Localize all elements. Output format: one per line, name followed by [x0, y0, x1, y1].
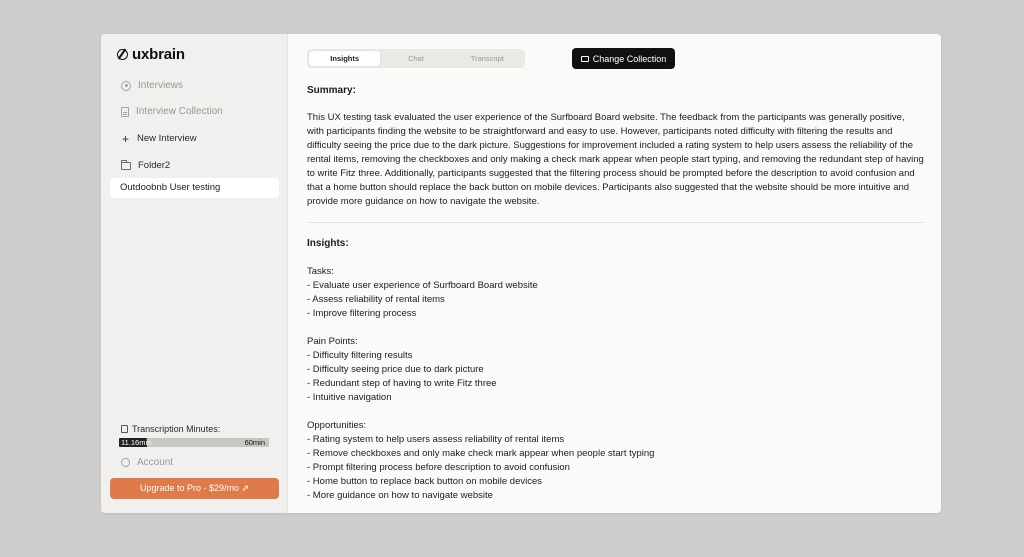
logo[interactable]	[117, 46, 185, 63]
minutes-total: 60min	[244, 438, 265, 447]
sidebar-item-label: Interview Collection	[136, 106, 223, 117]
tab-insights[interactable]: Insights	[309, 51, 380, 66]
list-item: - Remove checkboxes and only make check mark appear when people start typing	[307, 448, 655, 459]
list-item: - Intuitive navigation	[307, 392, 392, 403]
sidebar	[101, 34, 288, 513]
pain-points-heading: Pain Points:	[307, 336, 358, 347]
transcription-minutes-label	[121, 424, 220, 434]
change-collection-button[interactable]	[572, 48, 675, 69]
brand-name: uxbrain	[132, 46, 185, 63]
upgrade-button[interactable]: Upgrade to Pro - $29/mo ⇗	[110, 478, 279, 499]
tab-transcript[interactable]: Transcript	[470, 54, 504, 63]
list-item: - Evaluate user experience of Surfboard Board website	[307, 280, 538, 291]
insights-heading: Insights:	[307, 238, 349, 249]
folder-icon	[121, 162, 131, 170]
sidebar-item-new-interview[interactable]	[121, 133, 197, 144]
divider	[307, 222, 924, 223]
list-item: - Redundant step of having to write Fitz three	[307, 378, 497, 389]
account-label: Account	[137, 457, 174, 468]
list-item: - Prompt filtering process before description to avoid confusion	[307, 462, 570, 473]
account-icon	[121, 458, 130, 467]
sidebar-item-folder2[interactable]	[121, 160, 170, 171]
list-item: - Improve filtering process	[307, 308, 417, 319]
main-panel	[288, 34, 941, 513]
hourglass-icon	[121, 425, 128, 433]
sidebar-item-outdoobnb-user-testing[interactable]: Outdoobnb User testing	[110, 178, 279, 198]
summary-heading: Summary:	[307, 85, 356, 96]
minutes-progress-bar	[119, 438, 269, 447]
list-item: - More guidance on how to navigate website	[307, 490, 493, 501]
list-item: - Difficulty seeing price due to dark picture	[307, 364, 484, 375]
sidebar-item-interviews[interactable]	[121, 80, 183, 91]
person-icon	[121, 81, 131, 91]
plus-icon: +	[121, 131, 129, 146]
minutes-label-text: Transcription Minutes:	[132, 424, 221, 434]
sidebar-item-label: New Interview	[137, 133, 197, 144]
account-link[interactable]	[121, 457, 173, 468]
summary-text: This UX testing task evaluated the user experience of the Surfboard Board website. The feedback from the participants was generally positive, with participants finding the website to be straightforward and easy to use. However, participants noted difficulty with filtering the results and difficulty seeing the price due to the dark picture. Suggestions for improvement included a rating system to help users assess the reliability of the rental items, removing the checkboxes and only making a check mark appear when people start typing, and removing the redundant step of having to write Fitz three. Additionally, participants suggested that the filtering process should be prompted before the description to avoid confusion and that a home button should replace the back button on mobile devices. Participants also suggested that the website should be more intuitive and provide more guidance on how to navigate the website.	[307, 112, 924, 207]
folder-icon	[581, 56, 589, 62]
logo-icon	[117, 49, 128, 60]
sidebar-item-label: Folder2	[138, 160, 171, 171]
sidebar-item-label: Interviews	[138, 80, 184, 91]
tasks-heading: Tasks:	[307, 266, 334, 277]
minutes-used: 11.16min	[121, 438, 152, 447]
list-item: - Assess reliability of rental items	[307, 294, 445, 305]
list-item: - Home button to replace back button on mobile devices	[307, 476, 542, 487]
list-item: - Rating system to help users assess reliability of rental items	[307, 434, 565, 445]
tab-chat[interactable]: Chat	[408, 54, 424, 63]
list-item: - Difficulty filtering results	[307, 350, 413, 361]
opportunities-heading: Opportunities:	[307, 420, 367, 431]
insights-body	[307, 265, 924, 503]
document-icon	[121, 107, 129, 117]
view-tabs	[307, 49, 525, 68]
sidebar-item-interview-collection[interactable]	[121, 106, 223, 117]
change-collection-label: Change Collection	[592, 53, 667, 64]
app-window	[101, 34, 941, 513]
